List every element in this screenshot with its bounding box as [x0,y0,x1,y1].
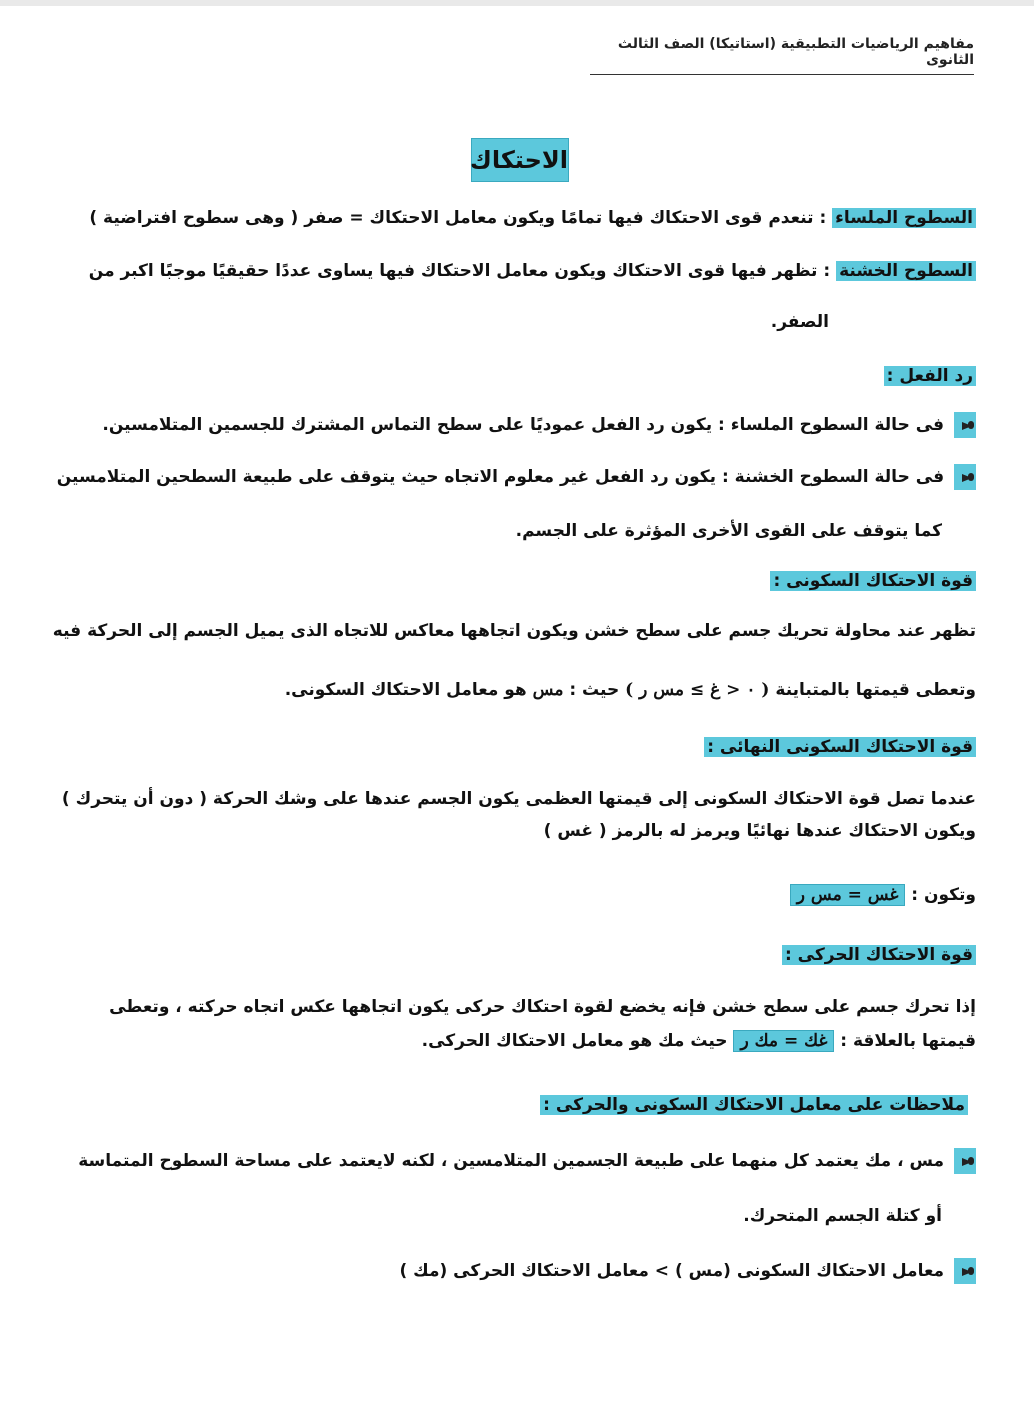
notes-heading-text: ملاحظات على معامل الاحتكاك السكونى والحركى : [540,1095,968,1115]
kinetic-heading-text: قوة الاحتكاك الحركى : [782,945,976,965]
kinetic-formula: غك = مك ر [733,1030,834,1052]
static-heading [770,566,976,596]
static-symbol: مس [532,680,564,700]
page-title: الاحتكاك [471,138,569,182]
smooth-term: السطوح الملساء [832,208,976,228]
limiting-heading-text: قوة الاحتكاك السكونى النهائى : [704,737,976,757]
kinetic-heading [782,940,976,970]
static-heading-text: قوة الاحتكاك السكونى : [770,571,976,591]
rough-definition [89,256,976,286]
kinetic-line-1: إذا تحرك جسم على سطح خشن فإنه يخضع لقوة احتكاك حركى يكون اتجاهها عكس اتجاه حركته ، وتعطى [109,997,976,1017]
limiting-formula: غس = مس ر [790,884,906,906]
rough-term: السطوح الخشنة [836,261,976,281]
bullet-hand-icon [954,464,976,490]
bullet-hand-icon [954,1148,976,1174]
note-1-cont: أو كتلة الجسم المتحرك. [743,1206,942,1226]
page-header: مفاهيم الرياضيات التطبيقية (استاتيكا) الصف الثالث الثانوى [590,36,974,75]
note-2-text: معامل الاحتكاك السكونى (مس ) > معامل الاحتكاك الحركى (مك ) [399,1261,945,1281]
limiting-heading [704,732,976,762]
reaction-heading [884,361,976,391]
reaction-b1-text: فى حالة السطوح الملساء : يكون رد الفعل عموديًا على سطح التماس المشترك للجسمين المتلامسين. [102,415,945,435]
static-line-1: تظهر عند محاولة تحريك جسم على سطح خشن ويكون اتجاهها معاكس للاتجاه الذى يميل الجسم إلى الحركة فيه [52,621,976,641]
kinetic-l2b: حيث مك هو معامل الاحتكاك الحركى. [421,1031,728,1051]
static-l2b: حيث : [569,680,620,700]
reaction-b2-text: فى حالة السطوح الخشنة : يكون رد الفعل غير معلوم الاتجاه حيث يتوقف على طبيعة السطحين المتلامسين [56,467,945,487]
reaction-heading-text: رد الفعل : [884,366,976,386]
limiting-line-1: عندما تصل قوة الاحتكاك السكونى إلى قيمتها العظمى يكون الجسم عندها على وشك الحركة ( دون أن يتحرك ) [61,789,976,809]
bullet-hand-icon [954,1258,976,1284]
kinetic-line-2 [422,1026,976,1056]
reaction-b2-cont: كما يتوقف على القوى الأخرى المؤثرة على الجسم. [515,521,942,541]
limiting-l3a: وتكون : [911,885,976,905]
bullet-hand-icon [954,412,976,438]
reaction-bullet-2 [57,462,976,492]
reaction-bullet-1 [102,410,976,440]
limiting-line-3 [790,880,976,910]
top-strip [0,0,1034,6]
smooth-text: : تنعدم قوى الاحتكاك فيها تمامًا ويكون معامل الاحتكاك = صفر ( وهى سطوح افتراضية ) [89,208,827,228]
note-bullet-2 [399,1256,976,1286]
static-line-2 [285,675,976,705]
note-bullet-1 [78,1146,976,1176]
note-1-text: مس ، مك يعتمد كل منهما على طبيعة الجسمين المتلامسين ، لكنه لايعتمد على مساحة السطوح المتماسة [78,1151,945,1171]
static-l2a: وتعطى قيمتها بالمتباينة [775,680,976,700]
static-l2c: هو معامل الاحتكاك السكونى. [284,680,527,700]
smooth-definition [89,203,976,233]
rough-text: : تظهر فيها قوى الاحتكاك ويكون معامل الاحتكاك فيها يساوى عددًا حقيقيًا موجبًا اكبر من [88,261,831,281]
static-inequality: ( ٠ < غ ≥ مس ر ) [625,680,770,700]
rough-text-cont: الصفر. [770,312,829,332]
notes-heading [540,1090,968,1120]
limiting-line-2: ويكون الاحتكاك عندها نهائيًا ويرمز له بالرمز ( غس ) [543,821,976,841]
kinetic-l2a: قيمتها بالعلاقة : [840,1031,976,1051]
